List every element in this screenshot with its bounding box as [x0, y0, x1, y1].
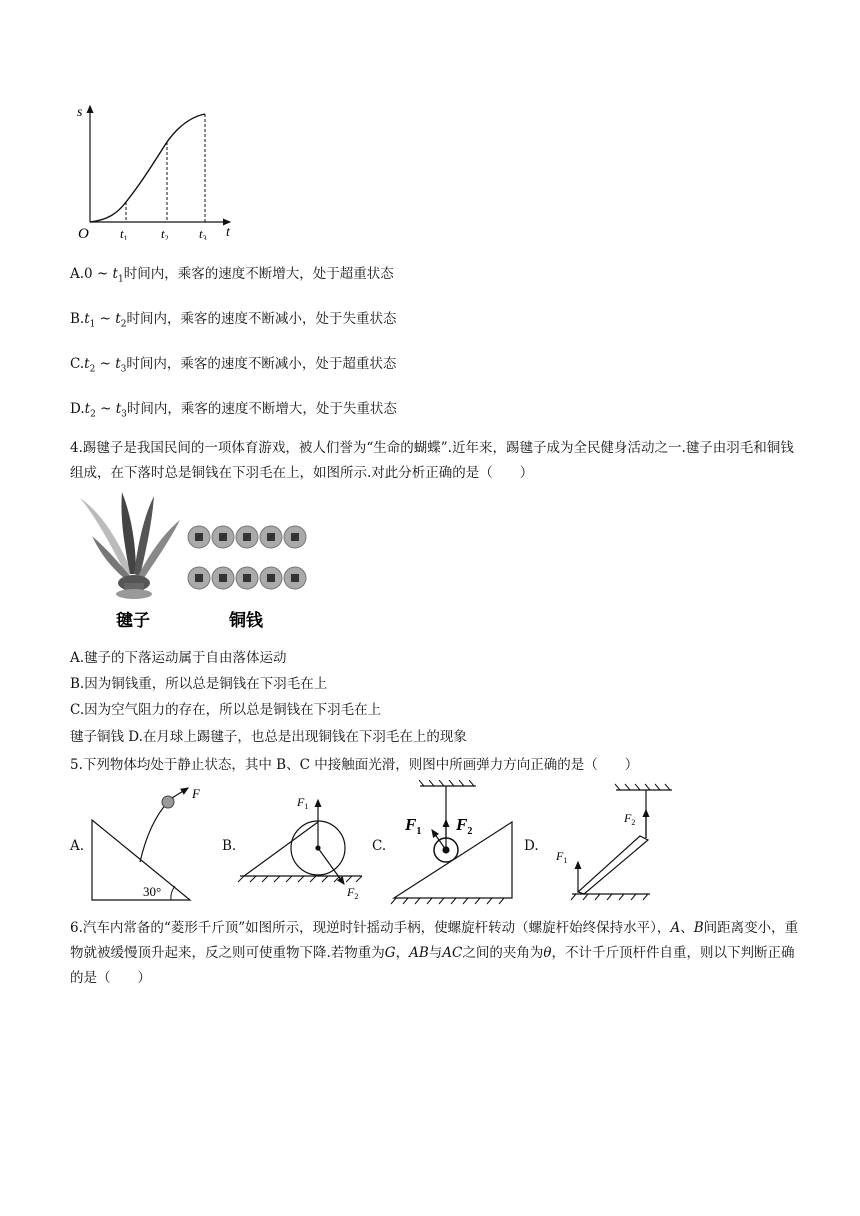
fig-d-f2: $F_2$ — [624, 811, 636, 827]
q5-option-b-label[interactable]: B. — [222, 838, 237, 854]
tick-t2: $t_2$ — [161, 226, 169, 240]
tick-t1: $t_1$ — [120, 226, 128, 240]
q5-figures — [0, 780, 860, 910]
s-t-graph — [72, 100, 242, 240]
q3-option-a[interactable]: A.0 ~ $t_1$时间内，乘客的速度不断增大，处于超重状态 — [70, 266, 394, 285]
q4-option-c[interactable]: C.因为空气阻力的存在，所以总是铜钱在下羽毛在上 — [70, 702, 382, 718]
fig-a-angle-label: 30° — [143, 884, 162, 899]
q4-option-a[interactable]: A.毽子的下落运动属于自由落体运动 — [70, 650, 287, 666]
q3-option-b[interactable]: $B.t_1$ ~ $t_2$时间内，乘客的速度不断减小，处于失重状态 — [70, 311, 397, 330]
shuttlecock-picture — [80, 492, 180, 599]
q4-option-d[interactable]: 毽子铜钱 D.在月球上踢毽子，也总是出现铜钱在下羽毛在上的现象 — [70, 729, 467, 745]
q5-option-c-label[interactable]: C. — [372, 838, 387, 854]
shuttlecock-coins-image — [72, 488, 322, 638]
q3-option-d[interactable]: $D.t_2$ ~ $t_3$时间内，乘客的速度不断增大，处于失重状态 — [70, 401, 397, 420]
fig-c-hanging-ball — [391, 780, 512, 904]
q5-option-d-label[interactable]: D. — [524, 838, 539, 854]
t-axis-label: t — [226, 225, 230, 240]
q4-stem: 4.踢毽子是我国民间的一项体育游戏，被人们誉为“生命的蝴蝶”.近年来，踢毽子成为全民健身活动之一.毽子由羽毛和铜钱组成，在下落时总是铜钱在下羽毛在上，如图所示.对此分析正确的是（ ） — [70, 440, 794, 481]
fig-a-ramp — [92, 788, 190, 900]
q5-option-a-label[interactable]: A. — [70, 838, 85, 854]
fig-d-rod — [571, 784, 672, 900]
origin-label: O — [78, 226, 89, 240]
s-axis-label: s — [77, 105, 83, 120]
q6-stem: 6.汽车内常备的“菱形千斤顶”如图所示，现逆时针摇动手柄，使螺旋杆转动（螺旋杆始终保持水平），A、B间距离变小，重物就被缓慢顶升起来，反之则可使重物下降.若物重为G，AB与AC之间的夹角为θ，不计千斤顶杆件自重，则以下判断正确的是（ ） — [70, 920, 799, 986]
fig-a-force-label: F — [192, 786, 200, 801]
fig-b-f2: $F_2$ — [347, 885, 359, 901]
shuttlecock-label: 毽子 — [116, 611, 150, 630]
tick-t3: $t_3$ — [199, 226, 207, 240]
coins-label: 铜钱 — [229, 611, 263, 630]
s-t-curve — [90, 114, 205, 222]
q4-option-b[interactable]: B.因为铜钱重，所以总是铜钱在下羽毛在上 — [70, 676, 328, 692]
fig-d-f1: $F_1$ — [556, 849, 568, 865]
fig-b-ball-wedge — [238, 800, 362, 884]
fig-c-f2: $F_2$ — [456, 815, 473, 837]
fig-c-f1: $F_1$ — [405, 815, 422, 837]
q3-option-c[interactable]: $C.t_2$ ~ $t_3$时间内，乘客的速度不断减小，处于超重状态 — [70, 356, 397, 375]
q5-stem: 5.下列物体均处于静止状态，其中 B、C 中接触面光滑，则图中所画弹力方向正确的是（ ） — [70, 757, 639, 773]
fig-b-f1: $F_1$ — [297, 795, 309, 811]
